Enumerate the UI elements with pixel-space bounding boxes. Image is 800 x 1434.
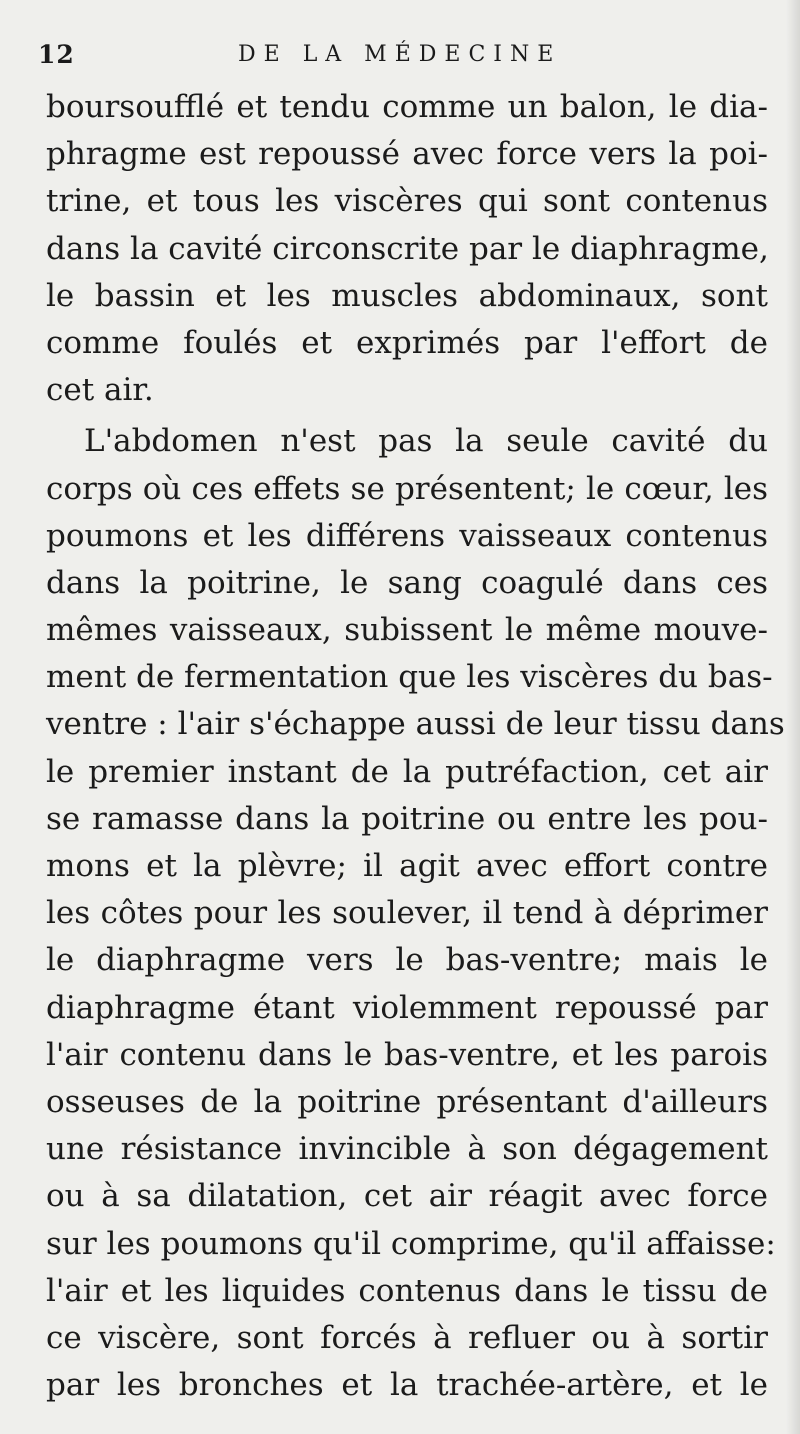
text-line: trine, et tous les viscères qui sont contenus <box>46 183 768 220</box>
text-line: une résistance invincible à son dégagement <box>46 1131 768 1168</box>
text-line: mons et la plèvre; il agit avec effort contre <box>46 848 768 884</box>
text-line: osseuses de la poitrine présentant d'ailleurs <box>46 1083 768 1120</box>
text-line: dans la poitrine, le sang coagulé dans ces <box>46 564 768 601</box>
text-line: mêmes vaisseaux, subissent le même mouve- <box>46 612 768 649</box>
text-line: boursoufflé et tendu comme un balon, le dia- <box>46 89 768 125</box>
text-line: le premier instant de la putréfaction, cet air <box>46 753 768 790</box>
text-line: L'abdomen n'est pas la seule cavité du <box>84 423 768 460</box>
running-title: DE LA MÉDECINE <box>238 42 562 67</box>
text-line: ce viscère, sont forcés à refluer ou à sortir <box>46 1319 768 1356</box>
text-line: les côtes pour les soulever, il tend à déprimer <box>46 895 768 932</box>
text-line: se ramasse dans la poitrine ou entre les pou- <box>46 800 768 837</box>
text-line: l'air et les liquides contenus dans le tissu de <box>46 1272 768 1309</box>
paragraph-abdomen <box>46 418 785 1409</box>
text-line: ou à sa dilatation, cet air réagit avec force <box>46 1178 768 1215</box>
text-line: l'air contenu dans le bas-ventre, et les parois <box>46 1036 768 1073</box>
text-line: sur les poumons qu'il comprime, qu'il affaisse: <box>46 1225 776 1262</box>
text-line: ventre : l'air s'échappe aussi de leur tissu dans <box>46 706 785 743</box>
body-text <box>46 84 785 1409</box>
text-line: par les bronches et la trachée-artère, et le <box>46 1367 768 1404</box>
text-line: dans la cavité circonscrite par le diaphragme, <box>46 230 769 267</box>
text-line: phragme est repoussé avec force vers la poi- <box>46 136 768 173</box>
text-line: cet air. <box>46 372 154 409</box>
page-number: 12 <box>38 40 75 69</box>
text-line: corps où ces effets se présentent; le cœur, les <box>46 470 768 507</box>
text-line: diaphragme étant violemment repoussé par <box>46 989 768 1026</box>
text-line: ment de fermentation que les viscères du bas- <box>46 659 773 696</box>
text-line: poumons et les différens vaisseaux contenus <box>46 517 768 554</box>
text-line: comme foulés et exprimés par l'effort de <box>46 324 768 361</box>
paragraph-continued <box>46 84 768 414</box>
text-line: le bassin et les muscles abdominaux, sont <box>46 277 768 314</box>
text-line: le diaphragme vers le bas-ventre; mais le <box>46 942 768 979</box>
running-head <box>38 40 770 76</box>
